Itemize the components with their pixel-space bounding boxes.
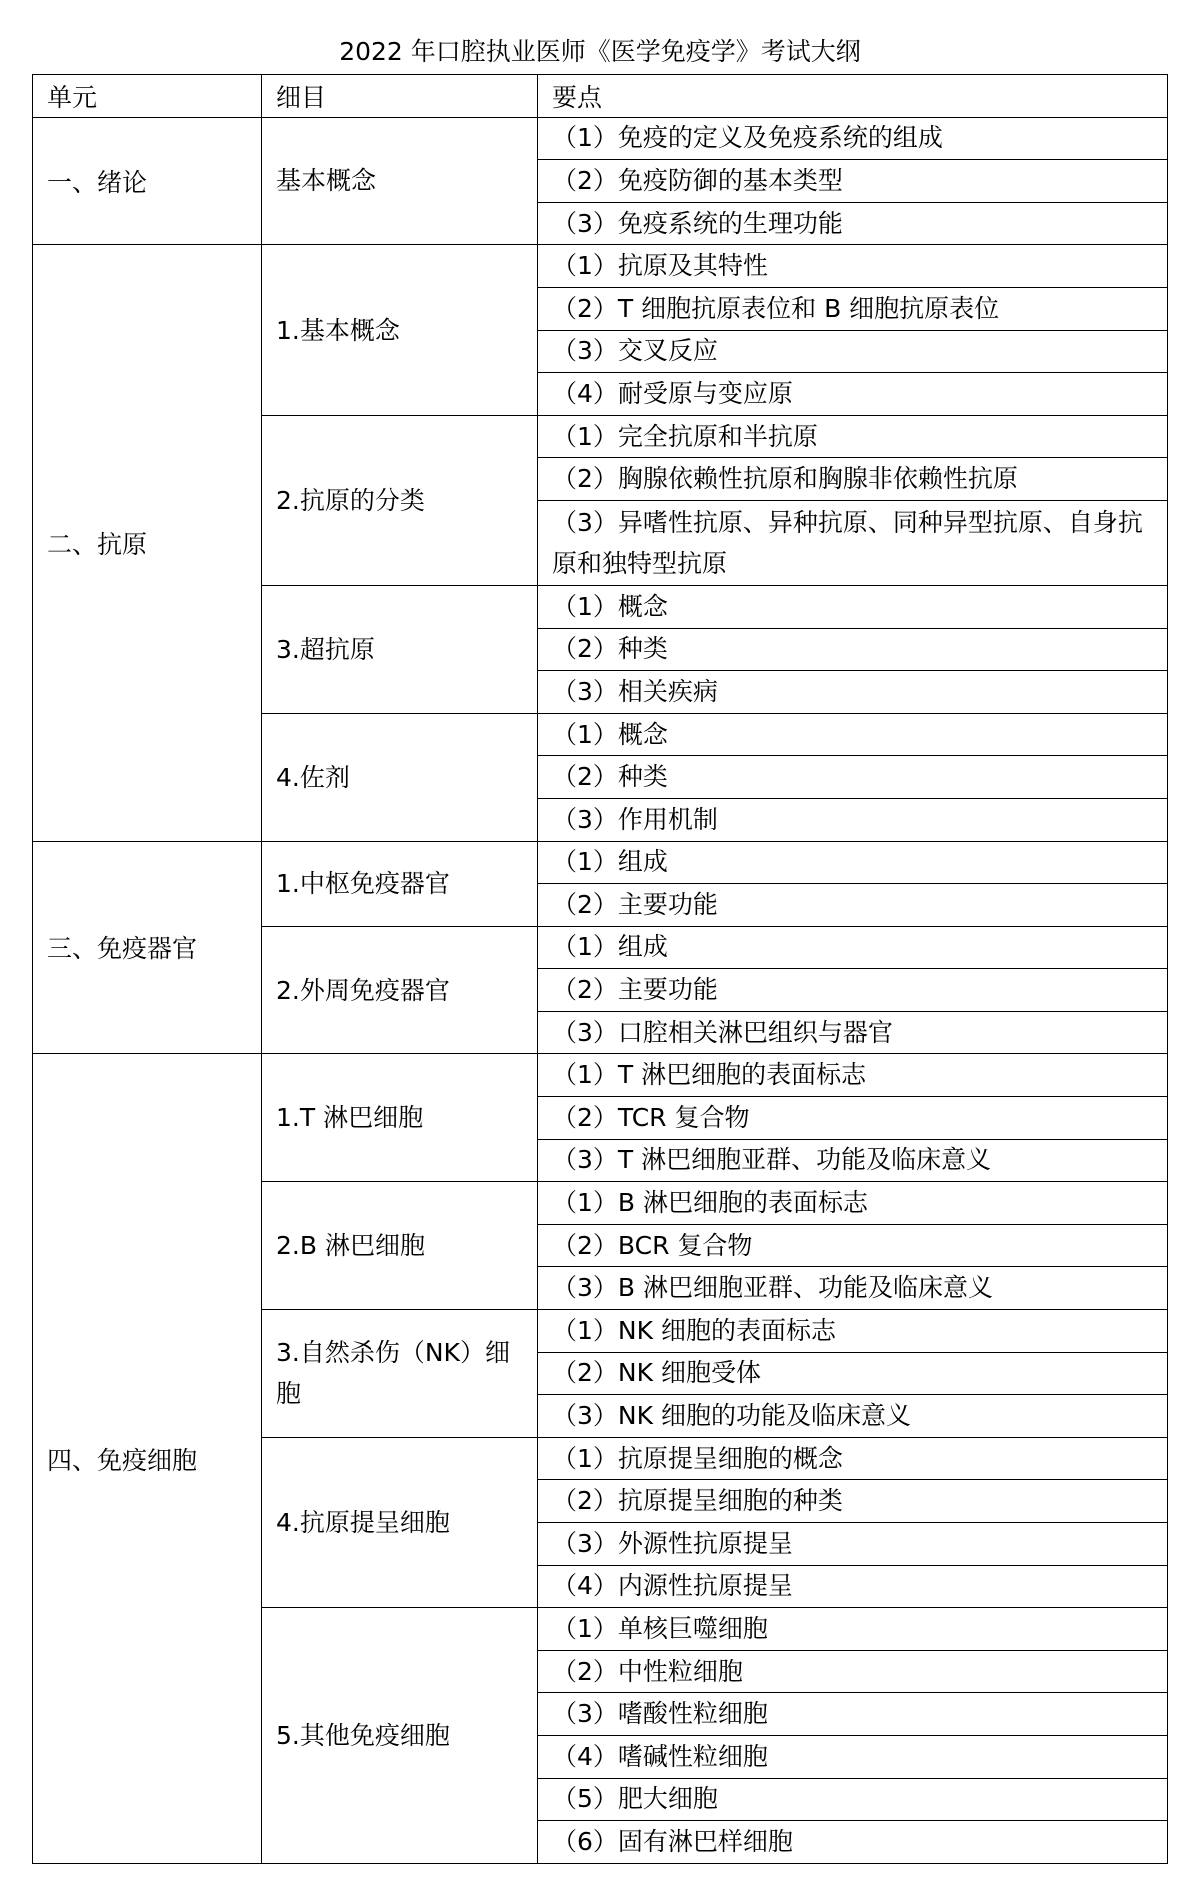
subitem-cell: 4.佐剂 — [262, 713, 538, 841]
subitem-cell: 1.中枢免疫器官 — [262, 841, 538, 926]
document-title: 2022 年口腔执业医师《医学免疫学》考试大纲 — [339, 37, 861, 66]
subitem-cell: 2.外周免疫器官 — [262, 926, 538, 1054]
subitem-cell: 1.T 淋巴细胞 — [262, 1054, 538, 1182]
subitem-cell: 基本概念 — [262, 117, 538, 245]
point-cell: （2）主要功能 — [538, 969, 1168, 1012]
point-cell: （4）耐受原与变应原 — [538, 373, 1168, 416]
point-cell: （3）相关疾病 — [538, 671, 1168, 714]
point-cell: （1）完全抗原和半抗原 — [538, 415, 1168, 458]
point-cell: （1）抗原提呈细胞的概念 — [538, 1437, 1168, 1480]
point-cell: （3）作用机制 — [538, 798, 1168, 841]
point-cell: （2）种类 — [538, 756, 1168, 799]
unit-cell: 三、免疫器官 — [33, 841, 262, 1054]
table-row — [33, 1054, 1168, 1097]
point-cell: （3）B 淋巴细胞亚群、功能及临床意义 — [538, 1267, 1168, 1310]
point-cell: （2）胸腺依赖性抗原和胸腺非依赖性抗原 — [538, 458, 1168, 501]
header-subitem: 细目 — [262, 75, 538, 118]
unit-cell: 一、绪论 — [33, 117, 262, 245]
point-cell: （2）种类 — [538, 628, 1168, 671]
point-cell: （1）抗原及其特性 — [538, 245, 1168, 288]
subitem-cell: 3.自然杀伤（NK）细胞 — [262, 1310, 538, 1438]
point-cell: （1）B 淋巴细胞的表面标志 — [538, 1182, 1168, 1225]
table-row — [33, 245, 1168, 288]
point-cell: （3）NK 细胞的功能及临床意义 — [538, 1395, 1168, 1438]
point-cell: （2）主要功能 — [538, 884, 1168, 927]
point-cell: （1）概念 — [538, 713, 1168, 756]
table-header-row — [33, 75, 1168, 118]
point-cell: （2）免疫防御的基本类型 — [538, 160, 1168, 203]
table-row — [33, 117, 1168, 160]
point-cell: （3）异嗜性抗原、异种抗原、同种异型抗原、自身抗原和独特型抗原 — [538, 500, 1168, 585]
point-cell: （3）嗜酸性粒细胞 — [538, 1693, 1168, 1736]
point-cell: （1）单核巨噬细胞 — [538, 1608, 1168, 1651]
syllabus-table — [32, 74, 1168, 1864]
point-cell: （2）NK 细胞受体 — [538, 1352, 1168, 1395]
point-cell: （1）概念 — [538, 585, 1168, 628]
point-cell: （4）嗜碱性粒细胞 — [538, 1735, 1168, 1778]
subitem-cell: 3.超抗原 — [262, 585, 538, 713]
point-cell: （3）交叉反应 — [538, 330, 1168, 373]
point-cell: （3）免疫系统的生理功能 — [538, 202, 1168, 245]
point-cell: （1）T 淋巴细胞的表面标志 — [538, 1054, 1168, 1097]
point-cell: （2）抗原提呈细胞的种类 — [538, 1480, 1168, 1523]
point-cell: （3）口腔相关淋巴组织与器官 — [538, 1011, 1168, 1054]
point-cell: （5）肥大细胞 — [538, 1778, 1168, 1821]
subitem-cell: 1.基本概念 — [262, 245, 538, 415]
point-cell: （2）TCR 复合物 — [538, 1097, 1168, 1140]
point-cell: （1）NK 细胞的表面标志 — [538, 1310, 1168, 1353]
point-cell: （1）组成 — [538, 926, 1168, 969]
unit-cell: 四、免疫细胞 — [33, 1054, 262, 1863]
point-cell: （3）T 淋巴细胞亚群、功能及临床意义 — [538, 1139, 1168, 1182]
subitem-cell: 2.B 淋巴细胞 — [262, 1182, 538, 1310]
point-cell: （2）BCR 复合物 — [538, 1224, 1168, 1267]
point-cell: （1）免疫的定义及免疫系统的组成 — [538, 117, 1168, 160]
subitem-cell: 2.抗原的分类 — [262, 415, 538, 585]
point-cell: （3）外源性抗原提呈 — [538, 1523, 1168, 1566]
table-body — [33, 117, 1168, 1863]
header-unit: 单元 — [33, 75, 262, 118]
point-cell: （1）组成 — [538, 841, 1168, 884]
point-cell: （6）固有淋巴样细胞 — [538, 1821, 1168, 1864]
point-cell: （4）内源性抗原提呈 — [538, 1565, 1168, 1608]
subitem-cell: 5.其他免疫细胞 — [262, 1608, 538, 1864]
point-cell: （2）T 细胞抗原表位和 B 细胞抗原表位 — [538, 287, 1168, 330]
point-cell: （2）中性粒细胞 — [538, 1650, 1168, 1693]
table-row — [33, 841, 1168, 884]
header-points: 要点 — [538, 75, 1168, 118]
unit-cell: 二、抗原 — [33, 245, 262, 841]
subitem-cell: 4.抗原提呈细胞 — [262, 1437, 538, 1607]
